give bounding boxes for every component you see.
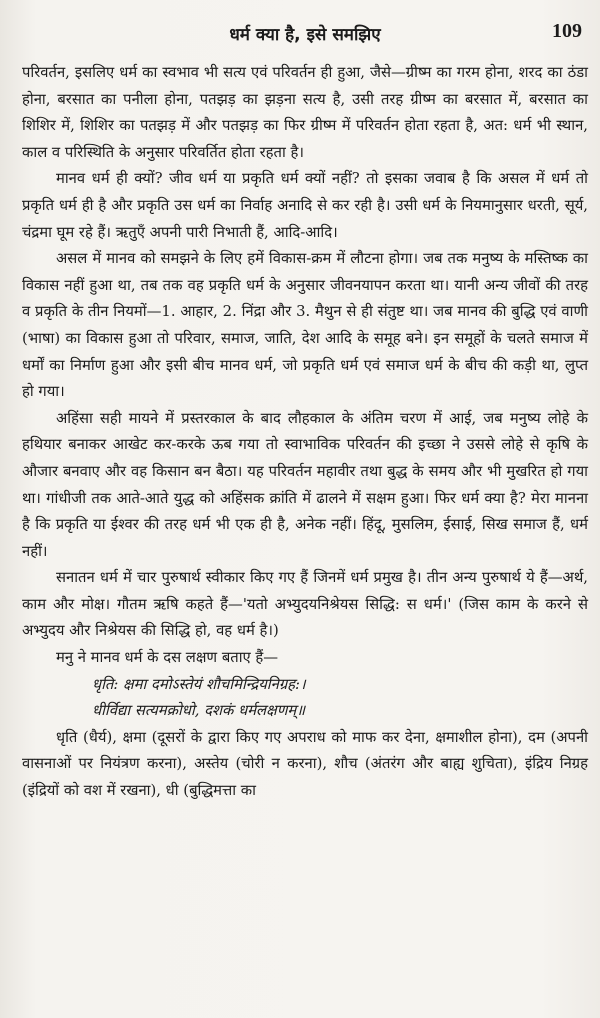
paragraph: अहिंसा सही मायने में प्रस्तरकाल के बाद लौहकाल के अंतिम चरण में आई, जब मनुष्य लोहे के हथियार बनाकर आखेट कर-करके ऊब गया तो स्वाभाविक परिवर्तन की इच्छा ने उससे लोहे से कृषि के औजार बनवाए और वह किसान बन बैठा। यह परिवर्तन महावीर तथा बुद्ध के समय और भी मुखरित हो गया था। गांधीजी तक आते-आते युद्ध को अहिंसक क्रांति में ढालने में सक्षम हुआ। फिर धर्म क्या है? मेरा मानना है कि प्रकृति या ईश्वर की तरह धर्म भी एक ही है, अनेक नहीं। हिंदू, मुसलिम, ईसाई, सिख समाज हैं, धर्म नहीं। [22,409,588,560]
sanskrit-verse [22,672,588,725]
page-number: 109 [552,20,582,42]
paragraph: मनु ने मानव धर्म के दस लक्षण बताए हैं— [56,649,279,667]
paragraph: मानव धर्म ही क्यों? जीव धर्म या प्रकृति धर्म क्यों नहीं? तो इसका जवाब है कि असल में धर्म तो प्रकृति धर्म ही है और प्रकृति उस धर्म का निर्वाह अनादि से कर रही है। उसी धर्म के नियमानुसार धरती, सूर्य, चंद्रमा घूम रहे हैं। ऋतुएँ अपनी पारी निभाती हैं, आदि-आदि। [22,170,588,241]
page-header [22,16,588,60]
paragraph: सनातन धर्म में चार पुरुषार्थ स्वीकार किए गए हैं जिनमें धर्म प्रमुख है। तीन अन्य पुरुषार्थ ये हैं—अर्थ, काम और मोक्ष। गौतम ऋषि कहते हैं—'यतो अभ्युदयनिश्रेयस सिद्धि: स धर्म।' (जिस काम के करने से अभ्युदय और निश्रेयस की सिद्धि हो, वह धर्म है।) [22,569,588,640]
paragraph: असल में मानव को समझने के लिए हमें विकास-क्रम में लौटना होगा। जब तक मनुष्य के मस्तिष्क का विकास नहीं हुआ था, तब तक वह प्रकृति धर्म के अनुसार जीवनयापन करता था। यानी अन्य जीवों की तरह व प्रकृति के तीन नियमों—1. आहार, 2. निंद्रा और 3. मैथुन से ही संतुष्ट था। जब मानव की बुद्धि एवं वाणी (भाषा) का विकास हुआ तो परिवार, समाज, जाति, देश आदि के समूह बने। इन समूहों के चलते समाज में धर्मों का निर्माण हुआ और इसी बीच मानव धर्म, जो प्रकृति धर्म एवं समाज धर्म के बीच की कड़ी था, लुप्त हो गया। [22,250,588,401]
verse-line: धृति: क्षमा दमोऽस्तेयं शौचमिन्द्रियनिग्रह:। [92,675,306,693]
running-title: धर्म क्या है, इसे समझिए [229,25,381,45]
verse-line: धीर्विद्या सत्यमक्रोधो, दशकं धर्मलक्षणम्॥ [92,702,306,720]
paragraph: परिवर्तन, इसलिए धर्म का स्वभाव भी सत्य एवं परिवर्तन ही हुआ, जैसे—ग्रीष्म का गरम होना, शरद का ठंडा होना, बरसात का पनीला होना, पतझड़ का झड़ना सत्य है, उसी तरह ग्रीष्म का बरसात में, बरसात का शिशिर में, शिशिर का पतझड़ में और पतझड़ का फिर ग्रीष्म में परिवर्तन होता रहता है, अत: धर्म भी स्थान, काल व परिस्थिति के अनुसार परिवर्तित होता रहता है। [22,64,588,161]
paragraph: धृति (धैर्य), क्षमा (दूसरों के द्वारा किए गए अपराध को माफ कर देना, क्षमाशील होना), दम (अपनी वासनाओं पर नियंत्रण करना), अस्तेय (चोरी न करना), शौच (अंतरंग और बाह्य शुचिता), इंद्रिय निग्रह (इंद्रियों को वश में रखना), धी (बुद्धिमत्ता का [22,728,588,800]
body-text [22,60,588,805]
